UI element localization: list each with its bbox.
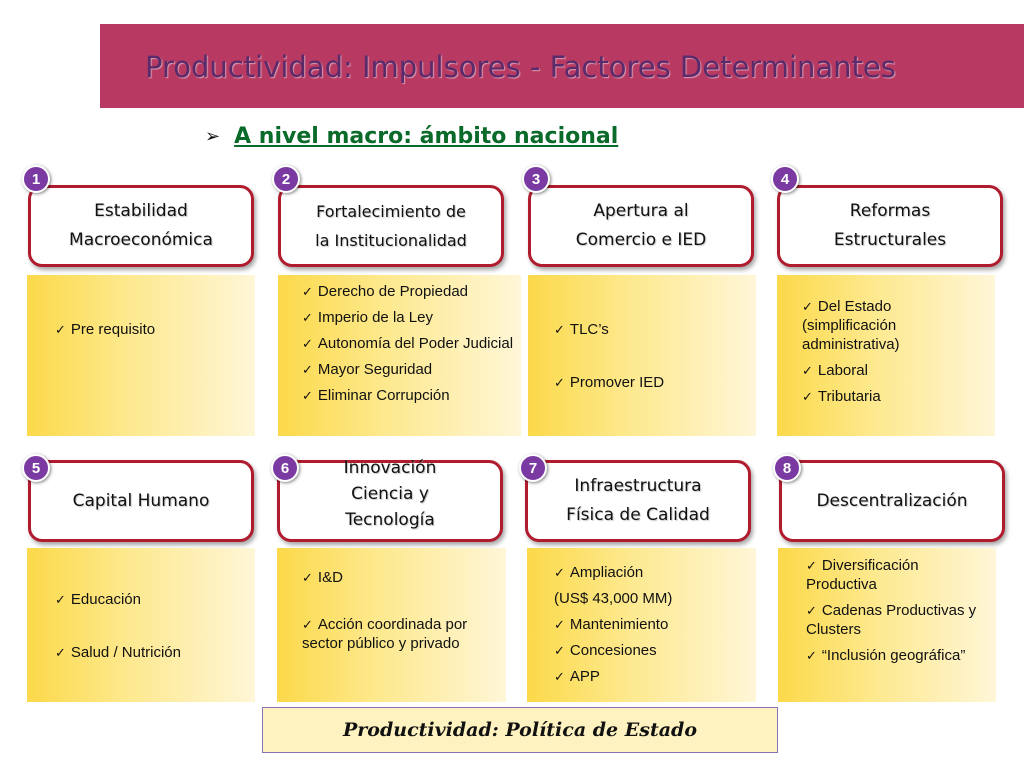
check-icon: ✓ — [302, 362, 313, 377]
slide-subtitle — [205, 120, 618, 152]
check-icon: ✓ — [302, 617, 313, 632]
list-item: ✓ Educación — [55, 591, 141, 608]
check-icon: ✓ — [554, 322, 565, 337]
check-icon: ✓ — [806, 603, 817, 618]
factor-5-badge: 5 — [22, 454, 50, 482]
check-icon: ✓ — [554, 565, 565, 580]
factor-1-header — [28, 185, 254, 267]
list-item: ✓ Mayor Seguridad — [302, 361, 433, 378]
factor-8-header — [779, 460, 1005, 542]
list-item: ✓ Del Estado (simplificación administrativa) — [802, 298, 900, 353]
check-icon: ✓ — [55, 322, 66, 337]
list-item: ✓ Cadenas Productivas y Clusters — [806, 602, 977, 638]
check-icon: ✓ — [302, 310, 313, 325]
factor-8-title: Descentralización — [816, 490, 968, 511]
list-item: ✓ Pre requisito — [55, 321, 156, 338]
check-icon: ✓ — [554, 643, 565, 658]
factor-3-badge: 3 — [522, 165, 550, 193]
factor-2-title: Fortalecimiento de la Institucionalidad — [315, 202, 467, 250]
check-icon: ✓ — [55, 592, 66, 607]
factor-1-details — [27, 275, 255, 436]
check-icon: ✓ — [554, 669, 565, 684]
check-icon: ✓ — [802, 299, 813, 314]
check-icon: ✓ — [802, 363, 813, 378]
check-icon: ✓ — [802, 389, 813, 404]
check-icon: ✓ — [302, 336, 313, 351]
list-item: ✓ Laboral — [802, 362, 868, 379]
check-icon: ✓ — [554, 375, 565, 390]
list-item: ✓ Ampliación — [554, 564, 644, 581]
subtitle-text: A nivel macro: ámbito nacional — [234, 123, 619, 149]
arrow-bullet-icon: ➢ — [205, 125, 221, 147]
list-item: (US$ 43,000 MM) — [554, 590, 673, 607]
list-item: ✓ Diversificación Productiva — [806, 557, 919, 593]
factor-2-badge: 2 — [272, 165, 300, 193]
list-item: ✓ Promover IED — [554, 374, 665, 391]
check-icon: ✓ — [806, 648, 817, 663]
slide-title: Productividad: Impulsores - Factores Determinantes — [145, 50, 896, 84]
factor-2-details — [278, 275, 521, 436]
list-item: ✓ Salud / Nutrición — [55, 644, 181, 661]
factor-7-header — [525, 460, 751, 542]
factor-8-details — [778, 548, 996, 702]
factor-3-header — [528, 185, 754, 267]
list-item: ✓ Autonomía del Poder Judicial — [302, 335, 514, 352]
factor-4-details — [777, 275, 995, 436]
factor-3-details — [528, 275, 756, 436]
list-item: ✓ “Inclusión geográfica” — [806, 647, 966, 664]
factor-4-title: Reformas Estructurales — [833, 201, 947, 250]
factor-7-badge: 7 — [519, 454, 547, 482]
check-icon: ✓ — [302, 388, 313, 403]
factor-6-badge: 6 — [271, 454, 299, 482]
factor-6-header — [277, 460, 503, 542]
factor-4-header — [777, 185, 1003, 267]
check-icon: ✓ — [554, 617, 565, 632]
list-item: ✓ Imperio de la Ley — [302, 309, 433, 326]
check-icon: ✓ — [55, 645, 66, 660]
check-icon: ✓ — [302, 570, 313, 585]
list-item: ✓ I&D — [302, 569, 343, 586]
factor-5-header — [28, 460, 254, 542]
factor-7-title: Infraestructura Física de Calidad — [566, 476, 710, 525]
list-item: ✓ Mantenimiento — [554, 616, 669, 633]
list-item: ✓ Tributaria — [802, 388, 881, 405]
factor-8-badge: 8 — [773, 454, 801, 482]
factor-4-badge: 4 — [771, 165, 799, 193]
list-item: ✓ Concesiones — [554, 642, 657, 659]
factor-3-title: Apertura al Comercio e IED — [575, 201, 707, 250]
check-icon: ✓ — [302, 284, 313, 299]
factor-1-title: Estabilidad Macroeconómica — [69, 201, 213, 250]
factor-2-header — [278, 185, 504, 267]
factor-6-details — [277, 548, 506, 702]
check-icon: ✓ — [806, 558, 817, 573]
list-item: ✓ Acción coordinada por sector público y privado — [302, 616, 468, 652]
factor-5-title: Capital Humano — [72, 490, 210, 511]
factor-5-details — [27, 548, 255, 702]
list-item: ✓ Derecho de Propiedad — [302, 283, 469, 300]
factor-7-details — [527, 548, 756, 702]
factor-6-title: Innovación Ciencia y Tecnología — [343, 458, 437, 530]
factor-1-badge: 1 — [22, 165, 50, 193]
list-item: ✓ TLC’s — [554, 321, 609, 338]
list-item: ✓ Eliminar Corrupción — [302, 387, 450, 404]
list-item: ✓ APP — [554, 668, 600, 685]
footer-banner: Productividad: Política de Estado — [262, 707, 778, 753]
